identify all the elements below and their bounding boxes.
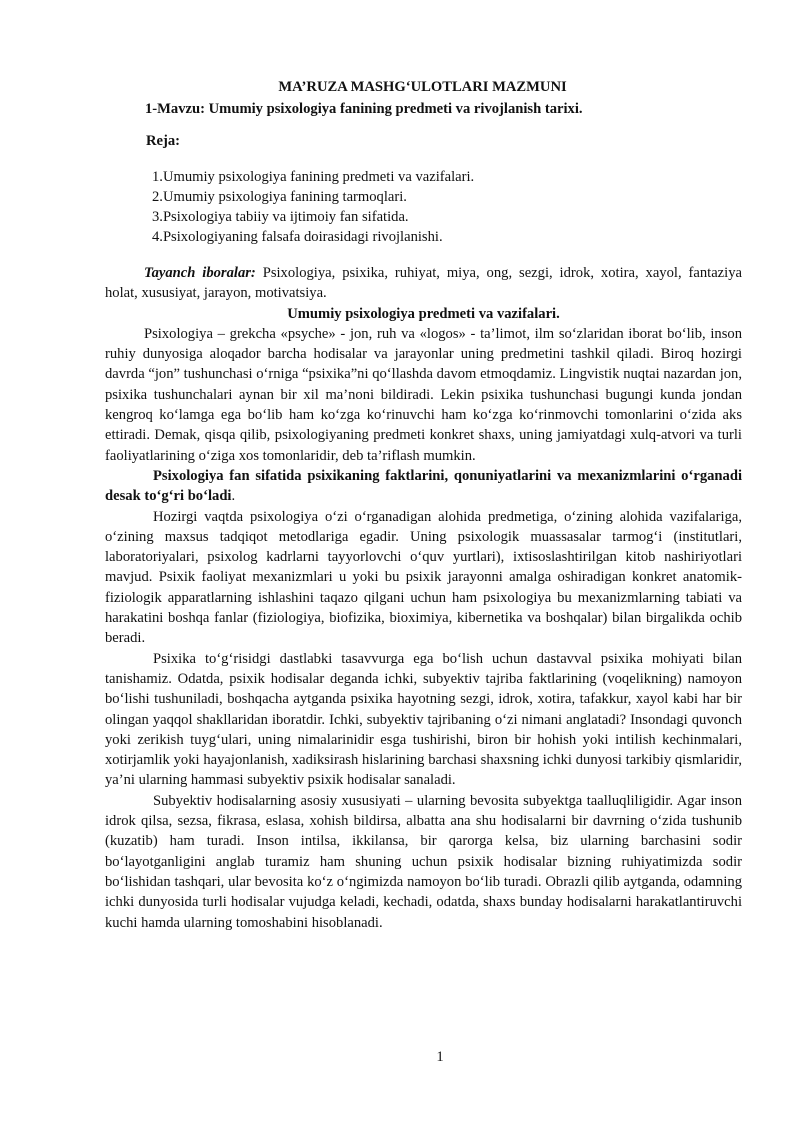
document-body — [105, 263, 742, 933]
plan-item: 4.Psixologiyaning falsafa doirasidagi rivojlanishi. — [152, 229, 443, 245]
keywords-paragraph — [105, 263, 742, 304]
page-number: 1 — [436, 1049, 444, 1065]
plan-item: 3.Psixologiya tabiiy va ijtimoiy fan sifatida. — [152, 209, 409, 225]
plan-item: 1.Umumiy psixologiya fanining predmeti va vazifalari. — [152, 169, 475, 185]
document-title: MA’RUZA MASHG‘ULOTLARI MAZMUNI — [278, 79, 567, 95]
keywords-text: Psixologiya, psixika, ruhiyat, miya, ong, sezgi, idrok, xotira, xayol, fantaziya holat, xususiyat, jarayon, motivatsiya. — [105, 265, 742, 302]
plan-list — [152, 167, 474, 247]
bold-statement: Psixologiya fan sifatida psixikaning faktlarini, qonuniyatlarini va mexanizmlarini o‘rganadi desak to‘g‘ri bo‘ladi — [105, 467, 742, 505]
paragraph-modern-psychology: Hozirgi vaqtda psixologiya o‘zi o‘rganadigan alohida predmetiga, o‘zining alohida vazifalariga, o‘zining maxsus tadqiqot metodlariga egadir. Uning psixologik muassasalar tarmog‘i (institutlari, laboratoriyalari, psixolog kadrlarni tayyorlovchi o‘quv yurtlari), ixtisoslashtirilgan kitob nashiriyotlari mavjud. Psixik faoliyat mexanizmlari u yoki bu psixik jarayonni amalga oshiradigan konkret anatomik-fiziologik apparatlarning ishlashini taqazo qilgani uchun ham psixologiya bu mexanizmlarning tabiati va harakatini boshqa fanlar (fiziologiya, biofizika, bioximiya, kibernetika va boshqalar) bilan birgalikda ochib beradi. — [105, 508, 742, 647]
keywords-label: Tayanch iboralar: — [144, 265, 256, 281]
plan-heading: Reja: — [146, 133, 181, 149]
plan-item: 2.Umumiy psixologiya fanining tarmoqlari. — [152, 189, 407, 205]
paragraph-definition: Psixologiya – grekcha «psyche» - jon, ruh va «logos» - ta’limot, ilm so‘zlaridan iborat bo‘lib, inson ruhiy dunyosiga aloqador barcha hodisalar va jarayonlar uning predmetini tashkil qiladi. Biroq hozirgi davrda “jon” tushunchasi o‘rniga “psixika”ni qo‘llashda davom etmoqdamiz. Lingvistik nuqtai nazardan jon, psixika tushunchalari aynan bir xil ma’noni bildiradi. Lekin psixika tushunchasi bugungi kunda jondan kengroq ko‘lamga ega bo‘lib ham ko‘zga ko‘rinuvchi ham ko‘zga ko‘rinmovchi tomonlarini o‘zida aks ettiradi. Demak, qisqa qilib, psixologiyaning predmeti konkret shaxs, uning jamiyatdagi xulq-atvori va turli faoliyatlarining o‘ziga xos tomonlaridir, deb ta’riflash mumkin. — [105, 325, 742, 464]
section-heading: Umumiy psixologiya predmeti va vazifalari. — [287, 305, 560, 322]
paragraph-subjective-phenomena: Subyektiv hodisalarning asosiy xususiyati – ularning bevosita subyektga taalluqliligidir. Agar inson idrok qilsa, sezsa, fikrasa, eslasa, xohish bildirsa, albatta ana shu hodisalarni bir davrning o‘zida tushunib (kuzatib) ham turadi. Inson intilsa, ikkilansa, bir qarorga kelsa, biz ularning barchasini sodir bo‘layotganligini anglab turamiz ham shuning uchun psixik hodisalar bizning ruhiyatimizda sodir bo‘lishidan tashqari, ular bevosita ko‘z o‘ngimizda namoyon bo‘lib turadi. Obrazli qilib aytganda, odamning ichki dunyosida turli hodisalar vujudga keladi, kechadi, odatda, shaxs bunday hodisalarni harakatlantiruvchi kuchi hamda ularning tomoshabini hisoblanadi. — [105, 792, 742, 931]
bold-statement-end: . — [231, 488, 236, 505]
topic-heading: 1-Mavzu: Umumiy psixologiya fanining predmeti va rivojlanish tarixi. — [145, 101, 583, 117]
paragraph-psyche-essence: Psixika to‘g‘risidgi dastlabki tasavvurga ega bo‘lish uchun dastavval psixika mohiyati bilan tanishamiz. Odatda, psixik hodisalar deganda ichki, subyektiv tajriba faktlarining (voqelikning) namoyon bo‘lishi tushuniladi, boshqacha aytganda psixika hayotning sezgi, idrok, xotira, tafakkur, xayol kabi har bir olingan yaqqol shakllaridan iboratdir. Ichki, subyektiv tajribaning o‘zi nimani anglatadi? Insondagi quvonch yoki zerikish tuyg‘ulari, uning nimalarinidir esga tushirishi, biron bir hohish yoki intilish kechinmalari, xotirjamlik yoki hayajonlanish, xadiksirash hislarining barchasi shaxsning ichki dunyosi tarkibiy qismlaridir, ya’ni ularning hammasi subyektiv psixik hodisalar sanaladi. — [105, 650, 742, 789]
paragraph-bold-statement — [105, 466, 742, 507]
